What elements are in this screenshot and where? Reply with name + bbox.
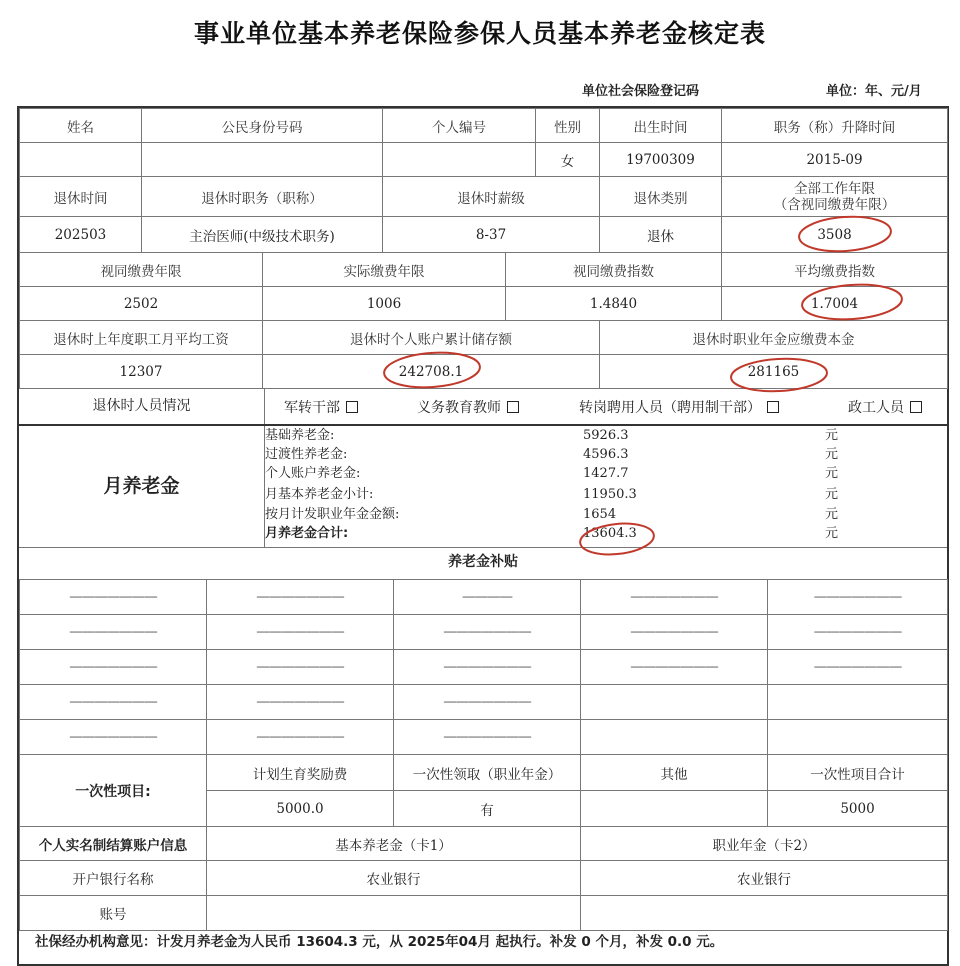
monthly-row-annuity-value: 1654 [583,507,617,522]
subsidy-cell: ——————— [394,685,581,720]
promotion-header: 职务（称）升降时间 [722,109,948,143]
subsidy-cell: ——————— [394,650,581,685]
monthly-row-annuity [265,505,865,524]
monthly-pension-label: 月养老金 [19,426,265,547]
retire-status-row [19,388,947,424]
monthly-row-total-key: 月养老金合计: [265,526,349,541]
monthly-row-basic-key: 基础养老金: [265,428,335,443]
actual-years-header: 实际缴费年限 [263,253,506,287]
monthly-row-total [265,524,865,543]
agency-opinion: 社保经办机构意见：计发月养老金为人民币 13604.3 元，从 2025年04月 起执行。补发 0 个月，补发 0.0 元。 [35,934,724,950]
subsidy-cell: ——————— [768,650,948,685]
actual-years-value: 1006 [263,287,506,321]
option-political-staff-label: 政工人员 [848,400,904,416]
monthly-row-annuity-unit: 元 [825,507,839,522]
card1-header: 基本养老金（卡1） [207,827,581,861]
subsidy-cell: ——————— [207,650,394,685]
name-header: 姓名 [20,109,142,143]
work-years-value: 3508 [722,217,948,253]
account-info-label: 个人实名制结算账户信息 [20,827,207,861]
subsidy-cell: ——————— [207,615,394,650]
annuity-principal-value: 281165 [600,355,948,389]
monthly-row-total-unit: 元 [825,526,839,541]
promotion-value: 2015-09 [722,143,948,177]
subsidy-cell: ——————— [20,580,207,615]
personal-no-value [383,143,536,177]
monthly-row-subtotal-key: 月基本养老金小计: [265,487,374,502]
deemed-years-value: 2502 [20,287,263,321]
retirement-table [19,176,948,253]
subsidy-cell: ——————— [581,650,768,685]
subsidy-cell: ——————— [20,650,207,685]
option-transfer-staff[interactable] [579,397,779,417]
monthly-row-transition-key: 过渡性养老金: [265,447,348,462]
subsidy-cell-empty [581,720,768,755]
one-time-total-value: 5000 [768,791,948,827]
option-military-cadre[interactable] [284,397,358,417]
subsidy-cell: ——————— [581,580,768,615]
gender-header: 性别 [536,109,600,143]
subsidy-cell: ——————— [394,720,581,755]
card1-bank-value: 农业银行 [207,861,581,896]
work-years-header-line2: （含视同缴费年限） [773,196,896,213]
avg-index-value: 1.7004 [722,287,948,321]
subsidy-cell: ——————— [581,615,768,650]
retire-title-header: 退休时职务（职称） [142,177,383,217]
monthly-row-transition-unit: 元 [825,447,839,462]
work-years-header-line1: 全部工作年限 [794,180,875,197]
subsidy-cell: ———— [394,580,581,615]
option-political-staff[interactable] [848,397,922,417]
subsidy-cell: ——————— [20,615,207,650]
annuity-lump-value: 有 [394,791,581,827]
retire-status-label: 退休时人员情况 [19,388,265,424]
checkbox-icon[interactable] [910,401,922,413]
account-balance-value: 242708.1 [263,355,600,389]
avg-wage-header: 退休时上年度职工月平均工资 [20,321,263,355]
card1-account-value [207,896,581,931]
option-military-cadre-label: 军转干部 [284,400,340,416]
unit-label: 单位：年、元/月 [826,84,922,99]
one-time-label: 一次性项目: [20,755,207,827]
monthly-row-basic [265,426,865,445]
monthly-row-personal-account [265,464,865,483]
one-time-total-header: 一次性项目合计 [768,755,948,791]
birth-value: 19700309 [600,143,722,177]
subsidy-table [19,579,948,755]
monthly-row-personal-account-unit: 元 [825,466,839,481]
retire-salary-grade-header: 退休时薪级 [383,177,600,217]
one-time-table [19,754,948,931]
monthly-row-transition-value: 4596.3 [583,447,629,462]
subsidy-cell-empty [581,685,768,720]
checkbox-icon[interactable] [346,401,358,413]
name-value [20,143,142,177]
gender-value: 女 [536,143,600,177]
retire-time-header: 退休时间 [20,177,142,217]
subsidy-cell-empty [768,720,948,755]
monthly-row-subtotal [265,485,865,504]
birth-header: 出生时间 [600,109,722,143]
subsidy-cell: ——————— [207,580,394,615]
checkbox-icon[interactable] [767,401,779,413]
option-transfer-staff-label: 转岗聘用人员（聘用制干部） [579,400,761,416]
deemed-index-header: 视同缴费指数 [506,253,722,287]
retire-salary-grade-value: 8-37 [383,217,600,253]
work-years-header [722,177,948,217]
account-number-label: 账号 [20,896,207,931]
subsidy-cell: ——————— [768,580,948,615]
monthly-row-personal-account-key: 个人账户养老金: [265,466,361,481]
retire-type-header: 退休类别 [600,177,722,217]
page-title: 事业单位基本养老保险参保人员基本养老金核定表 [193,19,766,48]
other-value [581,791,768,827]
bank-name-label: 开户银行名称 [20,861,207,896]
monthly-row-basic-value: 5926.3 [583,428,629,443]
checkbox-icon[interactable] [507,401,519,413]
family-planning-header: 计划生育奖励费 [207,755,394,791]
card2-bank-value: 农业银行 [581,861,948,896]
card2-account-value [581,896,948,931]
subsidy-cell: ——————— [20,720,207,755]
family-planning-value: 5000.0 [207,791,394,827]
retire-time-value: 202503 [20,217,142,253]
monthly-row-basic-unit: 元 [825,428,839,443]
subsidy-cell: ——————— [207,685,394,720]
deemed-years-header: 视同缴费年限 [20,253,263,287]
monthly-row-subtotal-unit: 元 [825,487,839,502]
subsidy-cell: ——————— [394,615,581,650]
id-number-header: 公民身份号码 [142,109,383,143]
subsidy-cell: ——————— [768,615,948,650]
monthly-row-personal-account-value: 1427.7 [583,466,629,481]
monthly-row-subtotal-value: 11950.3 [583,487,637,502]
subsidy-cell-empty [768,685,948,720]
annuity-principal-header: 退休时职业年金应缴费本金 [600,321,948,355]
monthly-row-annuity-key: 按月计发职业年金金额: [265,507,400,522]
contribution-table [19,252,948,321]
option-teacher[interactable] [417,397,519,417]
other-header: 其他 [581,755,768,791]
personal-no-header: 个人编号 [383,109,536,143]
avg-wage-value: 12307 [20,355,263,389]
option-teacher-label: 义务教育教师 [417,400,501,416]
monthly-row-total-value: 13604.3 [583,526,637,541]
account-balance-header: 退休时个人账户累计储存额 [263,321,600,355]
subsidy-cell: ——————— [207,720,394,755]
annuity-lump-header: 一次性领取（职业年金） [394,755,581,791]
account-balance-table [19,320,948,389]
retire-type-value: 退休 [600,217,722,253]
monthly-row-transition [265,445,865,464]
reg-code-label: 单位社会保险登记码 [582,84,700,99]
id-number-value [142,143,383,177]
subsidy-title: 养老金补贴 [19,545,947,580]
deemed-index-value: 1.4840 [506,287,722,321]
avg-index-header: 平均缴费指数 [722,253,948,287]
card2-header: 职业年金（卡2） [581,827,948,861]
subsidy-cell: ——————— [20,685,207,720]
retire-title-value: 主治医师(中级技术职务) [142,217,383,253]
basic-info-table [19,108,948,177]
